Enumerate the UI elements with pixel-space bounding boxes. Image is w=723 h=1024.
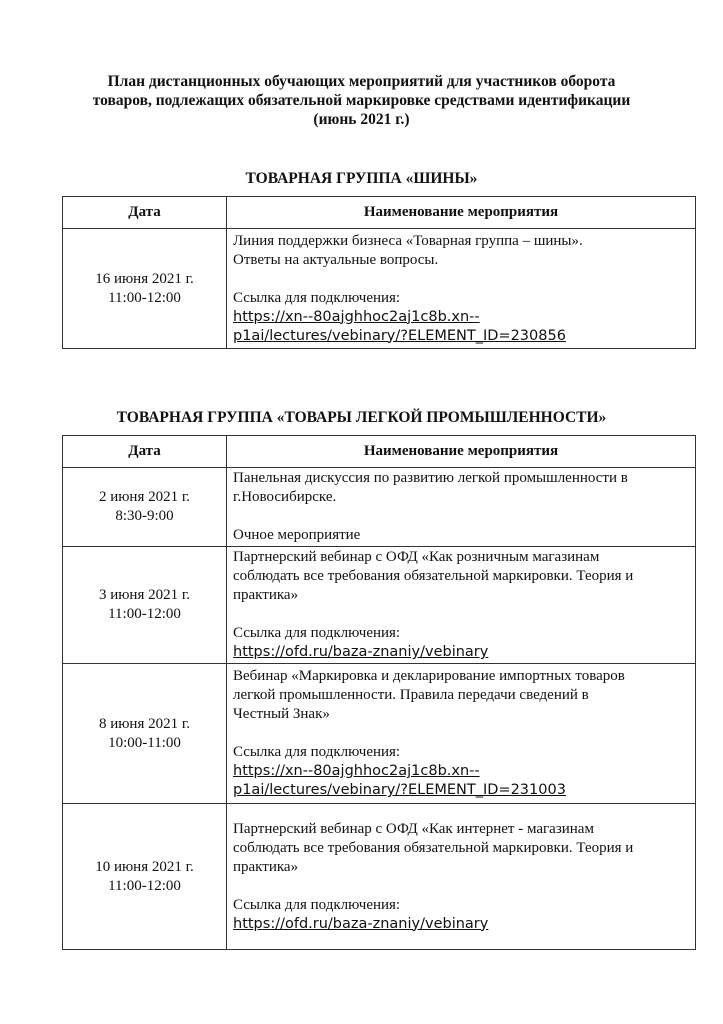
light-industry-events-table bbox=[62, 435, 696, 950]
event-time: 11:00-12:00 bbox=[108, 606, 181, 622]
event-text-line: соблюдать все требования обязательной маркировки. Теория и bbox=[233, 839, 634, 856]
event-text-line: практика» bbox=[233, 858, 299, 875]
table-row bbox=[63, 804, 696, 950]
link-label: Ссылка для подключения: bbox=[233, 744, 401, 760]
table-header-row bbox=[63, 197, 696, 229]
event-description-cell bbox=[227, 547, 696, 664]
event-link[interactable]: https://xn--80ajghhoc2aj1c8b.xn-- bbox=[233, 308, 480, 325]
event-link[interactable]: p1ai/lectures/vebinary/?ELEMENT_ID=230856 bbox=[233, 327, 566, 344]
link-label: Ссылка для подключения: bbox=[233, 625, 401, 641]
event-text-line: г.Новосибирске. bbox=[233, 489, 337, 505]
event-time: 10:00-11:00 bbox=[108, 734, 181, 751]
event-text-line: Панельная дискуссия по развитию легкой промышленности в bbox=[233, 470, 628, 486]
event-column-header: Наименование мероприятия bbox=[227, 436, 696, 468]
link-label: Ссылка для подключения: bbox=[233, 896, 401, 913]
table-header-row bbox=[63, 436, 696, 468]
event-date: 10 июня 2021 г. bbox=[95, 858, 194, 875]
event-date: 2 июня 2021 г. bbox=[98, 489, 191, 505]
title-line: (июнь 2021 г.) bbox=[313, 111, 410, 128]
event-text-line: Честный Знак» bbox=[233, 706, 330, 722]
event-description-cell bbox=[227, 229, 696, 349]
event-column-header: Наименование мероприятия bbox=[227, 197, 696, 229]
event-description-cell bbox=[227, 804, 696, 950]
event-date: 8 июня 2021 г. bbox=[98, 715, 191, 732]
table-row bbox=[63, 468, 696, 547]
date-column-header: Дата bbox=[63, 436, 227, 468]
event-link[interactable]: https://ofd.ru/baza-znaniy/vebinary bbox=[233, 915, 489, 932]
event-text-line: соблюдать все требования обязательной маркировки. Теория и bbox=[233, 568, 634, 584]
table-row bbox=[63, 229, 696, 349]
event-text-line: Партнерский вебинар с ОФД «Как интернет - магазинам bbox=[233, 820, 594, 837]
event-note: Очное мероприятие bbox=[233, 527, 361, 543]
event-link[interactable]: https://ofd.ru/baza-znaniy/vebinary bbox=[233, 644, 489, 660]
event-date-cell bbox=[63, 229, 227, 349]
event-text-line: Ответы на актуальные вопросы. bbox=[233, 251, 439, 268]
section-title-light-industry: ТОВАРНАЯ ГРУППА «ТОВАРЫ ЛЕГКОЙ ПРОМЫШЛЕННОСТИ» bbox=[116, 409, 607, 426]
event-link[interactable]: https://xn--80ajghhoc2aj1c8b.xn-- bbox=[233, 763, 480, 779]
event-time: 8:30-9:00 bbox=[115, 508, 174, 524]
event-text-line: практика» bbox=[233, 587, 299, 603]
event-link[interactable]: p1ai/lectures/vebinary/?ELEMENT_ID=231003 bbox=[233, 782, 566, 798]
section-title-tires: ТОВАРНАЯ ГРУППА «ШИНЫ» bbox=[245, 170, 478, 187]
table-row bbox=[63, 547, 696, 664]
event-time: 11:00-12:00 bbox=[108, 289, 181, 306]
event-text-line: легкой промышленности. Правила передачи сведений в bbox=[233, 687, 589, 703]
event-date-cell bbox=[63, 547, 227, 664]
event-date: 3 июня 2021 г. bbox=[98, 587, 191, 603]
event-date-cell bbox=[63, 804, 227, 950]
event-text-line: Партнерский вебинар с ОФД «Как розничным магазинам bbox=[233, 549, 600, 565]
event-description-cell bbox=[227, 664, 696, 804]
event-date: 16 июня 2021 г. bbox=[95, 270, 194, 287]
event-date-cell bbox=[63, 664, 227, 804]
link-label: Ссылка для подключения: bbox=[233, 289, 401, 306]
table-row bbox=[63, 664, 696, 804]
event-text-line: Линия поддержки бизнеса «Товарная группа – шины». bbox=[233, 232, 583, 249]
tires-events-table bbox=[62, 196, 696, 349]
title-line: План дистанционных обучающих мероприятий для участников оборота bbox=[107, 73, 616, 90]
event-date-cell bbox=[63, 468, 227, 547]
title-line: товаров, подлежащих обязательной маркировке средствами идентификации bbox=[92, 92, 631, 109]
event-time: 11:00-12:00 bbox=[108, 877, 181, 894]
document-title bbox=[60, 72, 663, 129]
date-column-header: Дата bbox=[63, 197, 227, 229]
event-text-line: Вебинар «Маркировка и декларирование импортных товаров bbox=[233, 668, 625, 684]
event-description-cell bbox=[227, 468, 696, 547]
